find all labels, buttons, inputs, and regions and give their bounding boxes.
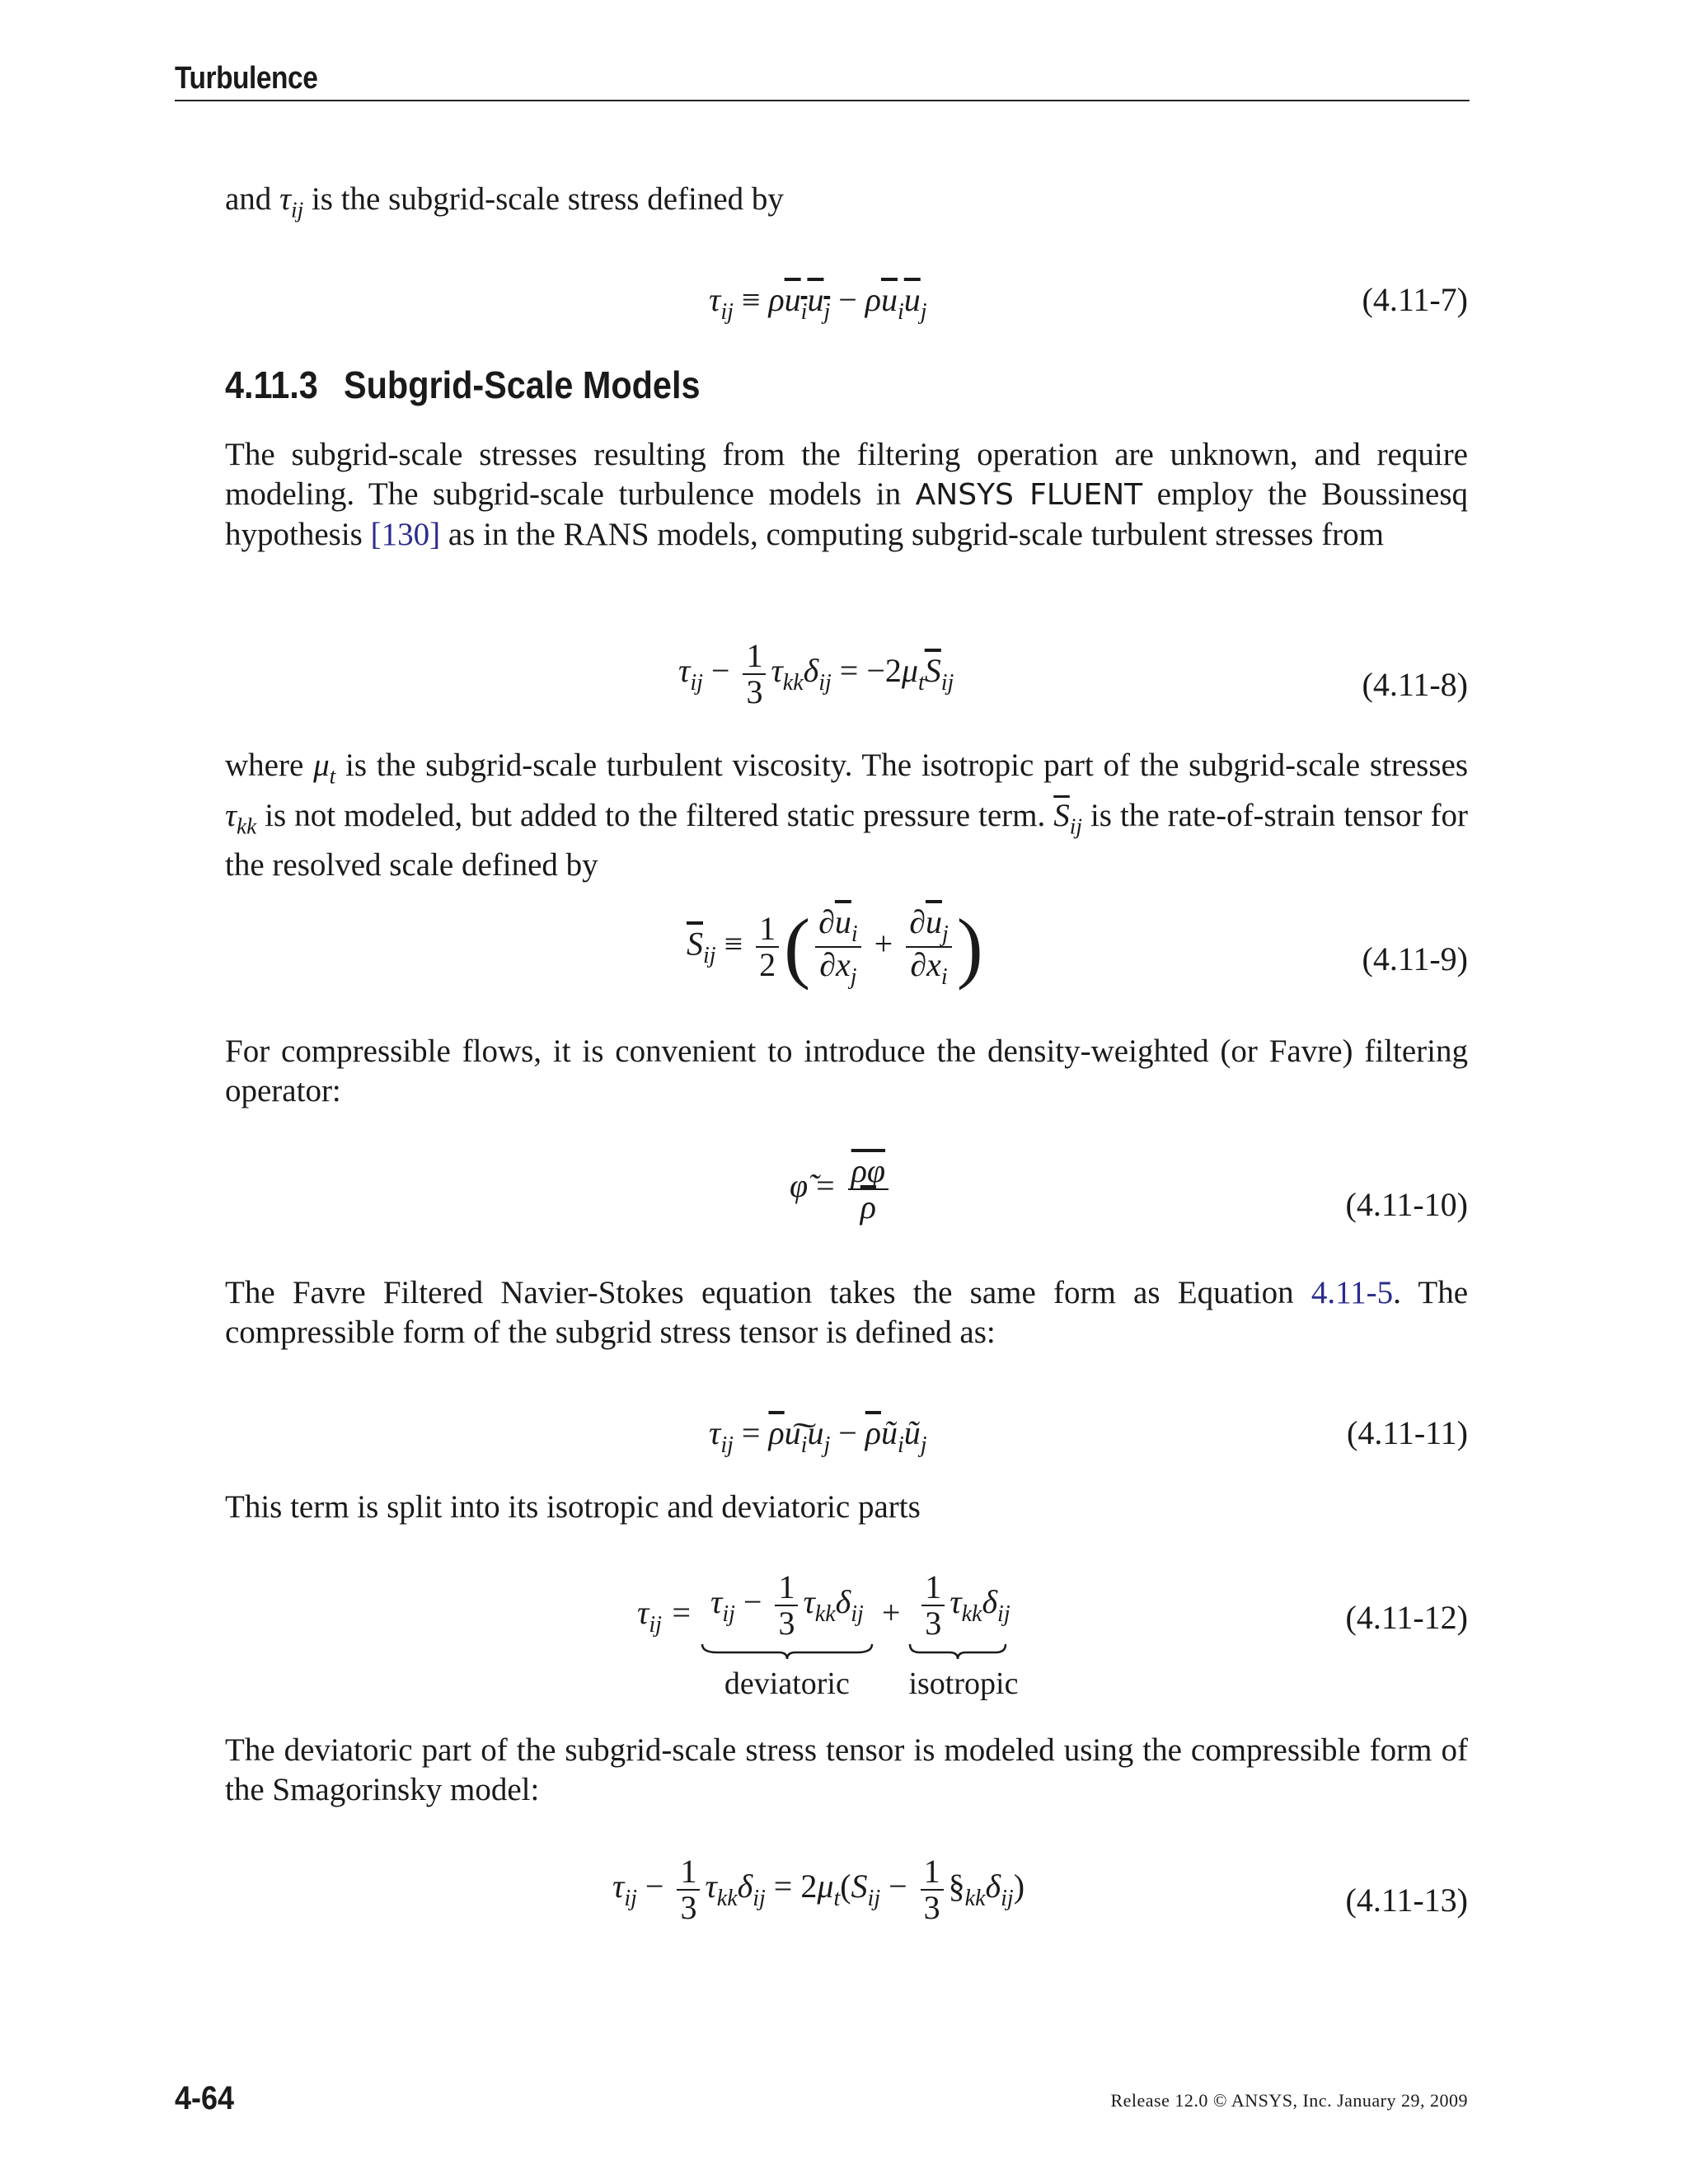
underbrace-icon [908, 1643, 1007, 1661]
paragraph-favre-ns [225, 1273, 1468, 1352]
product-name: ANSYS FLUENT [915, 478, 1143, 512]
release-footer: Release 12.0 © ANSYS, Inc. January 29, 2009 [1110, 2090, 1468, 2111]
equation-4-11-11: $\tau_{ij}$ = $\overline{\rho}u͠_iu_j$ − $\overline{\rho}ũ_iũ_j$ (4.11-11) [709, 1414, 1468, 1458]
para-text: is the subgrid-scale turbulent viscosity. The isotropic part of the subgrid-scale stresses [345, 748, 1469, 783]
deviatoric-group: $\tau_{ij}$ − $\frac{1}{3}$ $\tau_{kk}\delta_{ij}$ deviatoric [701, 1570, 874, 1702]
paragraph-smagorinsky: The deviatoric part of the subgrid-scale stress tensor is modeled using the compressible form of the Smagorinsky model: [225, 1732, 1468, 1807]
para-text: is not modeled, but added to the filtered static pressure term. [265, 797, 1046, 833]
citation-link[interactable]: [130] [370, 517, 441, 552]
paragraph-viscosity: where $\mu_t$ is the subgrid-scale turbulent viscosity. The isotropic part of the subgrid-scale stresses $\tau_{kk}$ is not modeled, but added to the filtered static pressure term. $\overline{S}_{ij}$ is the rate-of-strain tensor for the resolved scale defined by [225, 748, 1469, 883]
equation-link[interactable]: 4.11-5 [1311, 1275, 1394, 1310]
paragraph-favre: For compressible flows, it is convenient to introduce the density-weighted (or Favre) filtering operator: [225, 1033, 1468, 1108]
para-text: and [225, 181, 272, 217]
section-title: Subgrid-Scale Models [344, 363, 701, 406]
equation-4-11-12: $\tau_{ij} = \tau_{ij}$ − $\frac{1}{3}$ $\tau_{kk}\delta_{ij}$ deviatoric + $\frac{1}{3}$ $\tau_{kk}\delta_{ij}$ isotropic (4.11-12) [637, 1568, 1468, 1701]
label-isotropic: isotropic [908, 1666, 1019, 1701]
para-text: The Favre Filtered Navier-Stokes equation takes the same form as Equation [225, 1275, 1294, 1310]
para-text: is the rate-of-strain tensor for the resolved scale defined by [225, 797, 1468, 883]
para-text: is the subgrid-scale stress defined by [311, 181, 784, 217]
para-text: where [225, 748, 304, 783]
para-text: as in the RANS models, computing subgrid-scale turbulent stresses from [448, 517, 1384, 552]
equation-number: (4.11-10) [1345, 1186, 1468, 1223]
paragraph-split: This term is split into its isotropic and deviatoric parts [225, 1489, 921, 1525]
equation-number: (4.11-12) [1345, 1599, 1468, 1636]
para-text: employ the Boussinesq hypothesis [225, 476, 1469, 552]
running-title: Turbulence [175, 61, 1470, 101]
label-deviatoric: deviatoric [724, 1666, 850, 1701]
isotropic-group: $\frac{1}{3}$ $\tau_{kk}\delta_{ij}$ isotropic [908, 1568, 1019, 1701]
section-heading [225, 363, 700, 407]
equation-number: (4.11-13) [1345, 1882, 1468, 1919]
equation-4-11-10: φ̃ = $\frac{\overline{\rho\varphi}}{\rho}$ (4.11-10) [790, 1152, 1468, 1226]
para-text: The subgrid-scale stresses resulting from the filtering operation are unknown, and require modeling. The subgrid-scale turbulence models in [225, 437, 1468, 512]
equation-4-11-8: $\tau_{ij}$ − $\frac{1}{3}$ $\tau_{kk}\delta_{ij} = -2\mu_t\overline{S}_{ij}$ (4.11-8) [678, 637, 1468, 710]
equation-number: (4.11-11) [1347, 1414, 1468, 1451]
equation-4-11-7: $\tau_{ij} \equiv \rho u_iu_j - \rho\overline{u}_i\overline{u}_j$ (4.11-7) [709, 281, 1468, 325]
equation-4-11-13: $\tau_{ij}$ − $\frac{1}{3}$ $\tau_{kk}\delta_{ij} = 2\mu_t(S_{ij}$ − $\frac{1}{3}$ $\S_{kk}\delta_{ij}$) (4.11-13) [612, 1853, 1468, 1926]
equation-number: (4.11-9) [1362, 940, 1468, 977]
underbrace-icon [701, 1643, 874, 1661]
equation-4-11-9: $\overline{S}_{ij}$ ≡ $\frac{1}{2}$ ( $\frac{\partial\overline{u}_i}{\partial x_j}$ + $\frac{\partial\overline{u}_j}{\partial x_i}$ ) (4.11-9) [687, 902, 1468, 991]
para-text: . The compressible form of the subgrid stress tensor is defined as: [225, 1275, 1469, 1350]
section-number: 4.11.3 [225, 363, 318, 406]
paragraph-models [225, 435, 1468, 555]
paragraph-intro: and $\tau_{ij}$ is the subgrid-scale stress defined by [225, 181, 784, 223]
page-number: 4-64 [175, 2080, 235, 2116]
equation-number: (4.11-7) [1362, 281, 1468, 318]
equation-number: (4.11-8) [1362, 666, 1468, 703]
